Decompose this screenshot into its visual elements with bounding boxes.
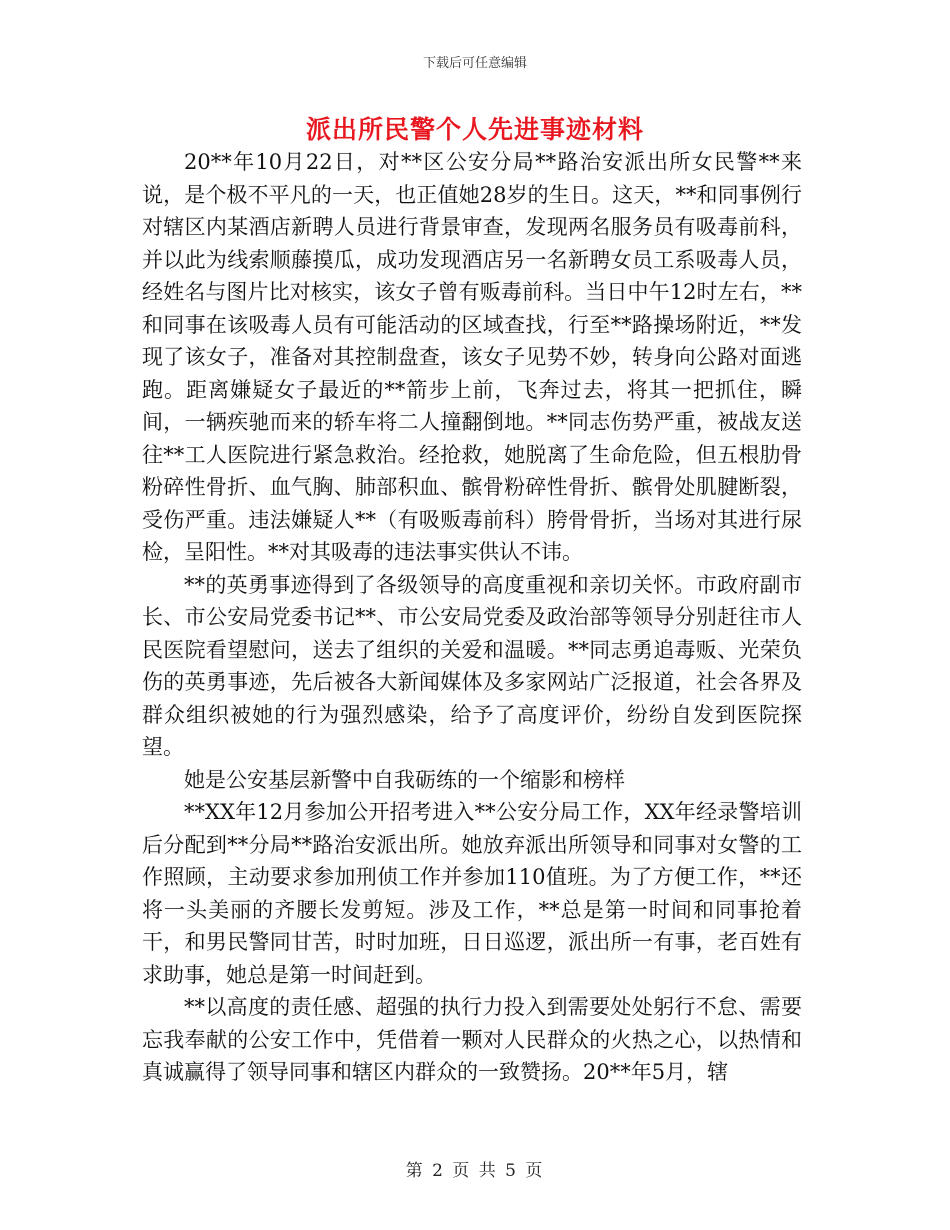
document-title: 派出所民警个人先进事迹材料: [305, 115, 644, 144]
paragraph-1: 20**年10月22日，对**区公安分局**路治安派出所女民警**来说，是个极不平凡的一天，也正值她28岁的生日。这天，**和同事例行对辖区内某酒店新聘人员进行背景审查，发现两名服务员有吸毒前科，并以此为线索顺藤摸瓜，成功发现酒店另一名新聘女员工系吸毒人员，经姓名与图片比对核实，该女子曾有贩毒前科。当日中午12时左右，**和同事在该吸毒人员有可能活动的区域查找，行至**路操场附近，**发现了该女子，准备对其控制盘查，该女子见势不妙，转身向公路对面逃跑。距离嫌疑女子最近的**箭步上前，飞奔过去，将其一把抓住，瞬间，一辆疾驰而来的轿车将二人撞翻倒地。**同志伤势严重，被战友送往**工人医院进行紧急救治。经抢救，她脱离了生命危险，但五根肋骨粉碎性骨折、血气胸、肺部积血、髌骨粉碎性骨折、髌骨处肌腱断裂，受伤严重。违法嫌疑人**（有吸贩毒前科）胯骨骨折，当场对其进行尿检，呈阳性。**对其吸毒的违法事实供认不讳。: [142, 150, 802, 564]
paragraph-3: **XX年12月参加公开招考进入**公安分局工作，XX年经录警培训后分配到**分局**路治安派出所。她放弃派出所领导和同事对女警的工作照顾，主动要求参加刑侦工作并参加110值班。为了方便工作，**还将一头美丽的齐腰长发剪短。涉及工作，**总是第一时间和同事抢着干，和男民警同甘苦，时时加班，日日巡逻，派出所一有事，老百姓有求助事，她总是第一时间赶到。: [142, 800, 802, 987]
document-body: [142, 146, 802, 1089]
section-heading: 她是公安基层新警中自我砺练的一个缩影和榜样: [184, 767, 625, 792]
page-number: 第 2 页 共 5 页: [405, 1161, 545, 1181]
paragraph-2: **的英勇事迹得到了各级领导的高度重视和亲切关怀。市政府副市长、市公安局党委书记**、市公安局党委及政治部等领导分别赶往市人民医院看望慰问，送去了组织的关爱和温暖。**同志勇追毒贩、光荣负伤的英勇事迹，先后被各大新闻媒体及多家网站广泛报道，社会各界及群众组织被她的行为强烈感染，给予了高度评价，纷纷自发到医院探望。: [142, 572, 802, 759]
page-header-note: 下载后可任意编辑: [422, 56, 527, 71]
paragraph-4: **以高度的责任感、超强的执行力投入到需要处处躬行不怠、需要忘我奉献的公安工作中，凭借着一颗对人民群众的火热之心，以热情和真诚赢得了领导同事和辖区内群众的一致赞扬。20**年5月，辖: [142, 995, 802, 1084]
